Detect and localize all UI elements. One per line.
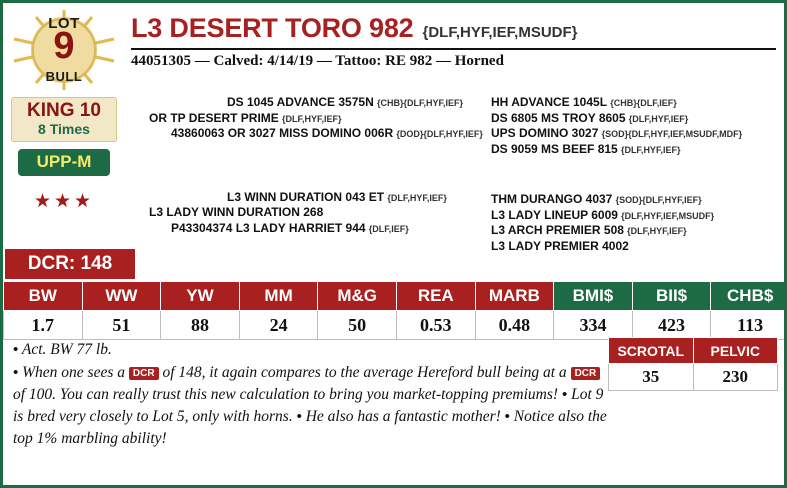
pedigree-traits: {DLF,HYF,IEF} — [387, 192, 447, 203]
pedigree-traits: {CHB}{DLF,HYF,IEF} — [376, 98, 463, 108]
pedigree-traits: {DLF,HYF,IEF} — [627, 226, 687, 236]
pedigree-traits: {DOD}{DLF,HYF,IEF} — [396, 129, 483, 139]
pedigree-row — [491, 95, 781, 111]
pedigree-spacer — [491, 181, 781, 192]
pedigree-name: THM DURANGO 4037 — [491, 192, 613, 206]
epd-header-cell: YW — [161, 282, 240, 311]
lot-word: LOT — [48, 15, 80, 32]
measurements-header-cell: PELVIC — [693, 338, 778, 364]
bullet-icon: • — [13, 342, 19, 358]
epd-value-cell: 334 — [554, 311, 633, 340]
epd-header-cell: REA — [396, 282, 475, 311]
header-divider — [131, 48, 776, 50]
dcr-chip: DCR — [571, 367, 601, 380]
pedigree-row — [131, 221, 471, 237]
epd-value-cell: 50 — [318, 311, 397, 340]
pedigree-spacer — [131, 166, 471, 190]
note-text: calculation to bring you market-topping premiums! — [239, 386, 559, 403]
pedigree-name: DS 9059 MS BEEF 815 — [491, 141, 618, 156]
epd-value-cell: 24 — [239, 311, 318, 340]
king-badge — [11, 97, 117, 142]
note-line — [13, 362, 613, 449]
lot-animal-type: BULL — [45, 69, 83, 84]
upp-badge: UPP-M — [18, 149, 110, 176]
measurements-value-cell: 35 — [609, 364, 694, 391]
epd-header-cell: CHB$ — [711, 282, 787, 311]
epd-value-cell: 113 — [711, 311, 787, 340]
epd-value-row — [4, 311, 787, 340]
note-text: of 148, it again compares to the average — [162, 364, 414, 381]
epd-table — [3, 281, 787, 340]
notes — [13, 339, 613, 450]
epd-header-row — [4, 282, 787, 311]
bullet-icon: • — [561, 387, 568, 403]
king-badge-subtitle: 8 Times — [38, 121, 90, 137]
pedigree-right-column — [491, 95, 781, 254]
pedigree-left-column — [131, 95, 483, 236]
pedigree-traits: {DLF,HYF,IEF} — [628, 113, 689, 124]
pedigree-name: L3 LADY LINEUP 6009 — [491, 207, 618, 222]
pedigree-name: DS 1045 ADVANCE 3575N — [227, 95, 374, 109]
pedigree-name: L3 WINN DURATION 043 ET — [227, 189, 385, 204]
epd-header-cell: BMI$ — [554, 282, 633, 311]
pedigree-row — [491, 208, 781, 224]
measurements-header-row — [609, 338, 778, 364]
pedigree-row — [491, 239, 781, 255]
epd-value-cell: 423 — [632, 311, 711, 340]
bullet-icon: • — [13, 365, 19, 381]
note-text: When one sees a — [22, 364, 126, 381]
pedigree — [131, 95, 778, 265]
note-text: mother! — [451, 408, 501, 425]
lot-number: 9 — [53, 25, 75, 67]
pedigree-name: L3 LADY WINN DURATION 268 — [149, 205, 324, 219]
pedigree-name: 43860063 OR 3027 MISS DOMINO 006R — [171, 126, 394, 140]
pedigree-name: L3 ARCH PREMIER 508 — [491, 223, 624, 237]
page-title: L3 DESERT TORO 982 — [131, 13, 414, 43]
epd-value-cell: 0.53 — [396, 311, 475, 340]
pedigree-traits: {CHB}{DLF,IEF} — [610, 98, 677, 108]
measurements-value-row — [609, 364, 778, 391]
note-text: Notice also the top 1% marbling ability! — [13, 408, 607, 447]
measurements-value-cell: 230 — [693, 364, 778, 391]
pedigree-row — [491, 223, 781, 239]
epd-header-cell: BW — [4, 282, 83, 311]
pedigree-row — [131, 205, 471, 221]
pedigree-row — [131, 111, 471, 127]
header-traits: {DLF,HYF,IEF,MSUDF} — [422, 24, 578, 41]
pedigree-traits: {DLF,HYF,IEF} — [282, 113, 342, 124]
note-text: of 100. You can really trust this new — [13, 386, 236, 403]
pedigree-row — [131, 126, 483, 142]
dcr-banner: DCR: 148 — [5, 249, 135, 279]
pedigree-name: HH ADVANCE 1045L — [491, 95, 608, 109]
epd-header-cell: BII$ — [632, 282, 711, 311]
pedigree-name: P43304374 L3 LADY HARRIET 944 — [171, 220, 366, 235]
bullet-icon: • — [296, 409, 302, 425]
pedigree-row — [491, 111, 781, 127]
pedigree-spacer — [131, 142, 471, 166]
note-text: He also has a fantastic — [305, 408, 448, 425]
epd-header-cell: WW — [82, 282, 161, 311]
epd-value-cell: 88 — [161, 311, 240, 340]
note-text: very closely to Lot 5, only with horns. — [58, 408, 293, 425]
epd-header-cell: MARB — [475, 282, 554, 311]
bullet-icon: • — [504, 409, 510, 425]
star-rating: ★★★ — [33, 191, 95, 212]
pedigree-traits: {SOD}{DLF,HYF,IEF} — [615, 195, 702, 205]
pedigree-row — [491, 126, 781, 142]
measurements-header-cell: SCROTAL — [609, 338, 694, 364]
measurements-table — [608, 337, 778, 391]
pedigree-spacer — [491, 157, 781, 181]
pedigree-name: L3 LADY PREMIER 4002 — [491, 238, 629, 253]
note-text: Act. BW 77 lb. — [21, 341, 112, 358]
pedigree-name: DS 6805 MS TROY 8605 — [491, 110, 626, 125]
epd-header-cell: M&G — [318, 282, 397, 311]
epd-value-cell: 0.48 — [475, 311, 554, 340]
pedigree-traits: {DLF,IEF} — [368, 223, 409, 234]
pedigree-traits: {DLF,HYF,IEF,MSUDF} — [621, 210, 715, 221]
pedigree-name: OR TP DESERT PRIME — [149, 110, 279, 125]
king-badge-title: KING 10 — [27, 100, 101, 121]
epd-value-cell: 51 — [82, 311, 161, 340]
note-text: Hereford bull being at a — [417, 364, 567, 381]
lot-badge — [10, 9, 118, 91]
pedigree-row — [491, 192, 781, 208]
pedigree-row — [491, 142, 781, 158]
pedigree-traits: {SOD}{DLF,HYF,IEF,MSUDF,MDF} — [601, 129, 743, 139]
pedigree-row — [131, 95, 471, 111]
note-line — [13, 339, 613, 361]
epd-header-cell: MM — [239, 282, 318, 311]
epd-value-cell: 1.7 — [4, 311, 83, 340]
pedigree-traits: {DLF,HYF,IEF} — [620, 144, 681, 155]
pedigree-row — [131, 190, 471, 206]
header — [131, 13, 776, 70]
registration-line: 44051305 — Calved: 4/14/19 — Tattoo: RE 982 — Horned — [131, 53, 504, 69]
pedigree-name: UPS DOMINO 3027 — [491, 126, 599, 140]
note-text: Lot 9 is bred — [13, 386, 604, 425]
dcr-chip: DCR — [129, 367, 159, 380]
